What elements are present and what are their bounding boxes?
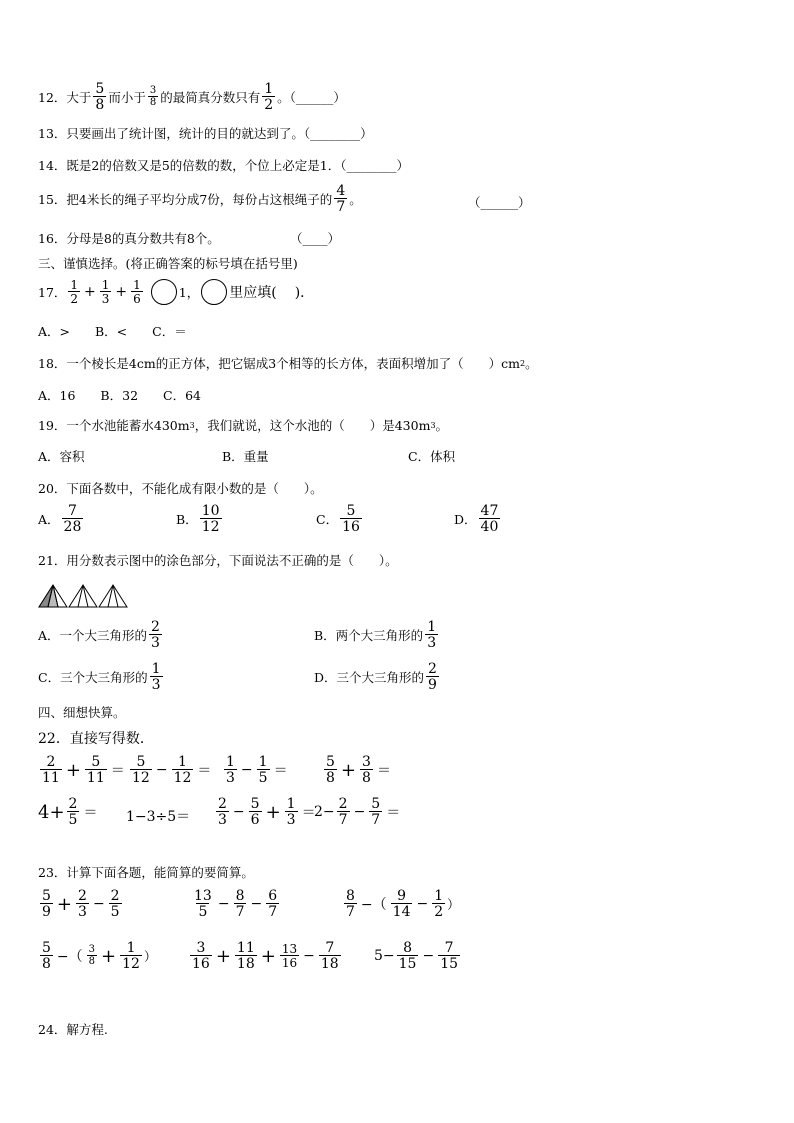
fraction: 2 3	[151, 619, 160, 651]
option-c[interactable]: C．体积	[408, 449, 456, 464]
triangle-1	[39, 585, 67, 607]
question-18: 18．一个棱长是4cm的正方体，把它锯成3个相等的长方体，表面积增加了（ ）cm 2 。	[38, 356, 538, 371]
calc-item: 2 11 + $\frac{5}{11}$ ＝	[42, 754, 125, 786]
calc-item: 5 12 − $\frac{1}{12}$ ＝	[132, 754, 212, 786]
calc-item: 2− $\frac{2}{7}$ − $\frac{5}{7}$ ＝	[314, 796, 401, 828]
section-heading: 三、谨慎选择。(将正确答案的标号填在括号里)	[38, 256, 298, 271]
calc-item: 8 7 −（ 9 14 − $\frac{1}{2}$ ）	[346, 888, 460, 920]
question-14: 14．既是2的倍数又是5的倍数的数，个位上必定是1．（________）	[38, 158, 410, 173]
question-23-title: 23．计算下面各题，能简算的要简算。	[38, 865, 254, 880]
calc-item: 3 16 + $\frac{11}{18}$ + $\frac{13}{16}$ − $\frac{7}{18}$	[192, 940, 339, 972]
calc-item: 1 3 − $\frac{1}{5}$ ＝	[226, 754, 288, 786]
option-b[interactable]: B．两个大三角形的 1 3	[314, 619, 437, 651]
calc-item: 5 8 −（ 3 8 + $\frac{1}{12}$ ）	[42, 940, 157, 972]
option-a[interactable]: A．一个大三角形的 2 3	[38, 619, 160, 651]
fraction: 5 16	[342, 503, 360, 535]
question-15: 15．把4米长的绳子平均分成7份，每份占这根绳子的 4 7 。	[38, 183, 362, 215]
question-19: 19．一个水池能蓄水430m 3 ，我们就说，这个水池的（ ）是430m 3 。	[38, 418, 449, 433]
fraction: 4 7	[336, 183, 346, 215]
option-b[interactable]: B． 10 12	[176, 503, 220, 535]
option-b[interactable]: B．重量	[222, 449, 269, 464]
calc-item: 5 8 + $\frac{3}{8}$ ＝	[326, 754, 391, 786]
fraction: 1 3	[151, 661, 161, 693]
fraction: 1 2	[264, 81, 274, 113]
fraction: 47 40	[480, 503, 499, 535]
fraction: 1 2	[70, 278, 79, 306]
option-a[interactable]: A． 7 28	[38, 503, 82, 535]
option-c[interactable]: C．三个大三角形的 1 3	[38, 661, 161, 693]
section-heading: 四、细想快算。	[38, 705, 126, 720]
question-number: 12．	[38, 90, 67, 105]
calc-item: 1−3÷5＝	[126, 809, 191, 825]
triangle-2	[69, 585, 97, 607]
question-12: 12． 大于 5 8 而小于 3 8 的最简真分数只有 1 2 。（______）	[38, 81, 346, 113]
fraction: $\frac{1}{3}$	[101, 278, 110, 306]
question-17: 17． 1 2 + $\frac{1}{3}$ + $\frac{1}{6}$ 1， 里应填( )．	[38, 278, 315, 306]
question-22-title: 22．直接写得数．	[38, 731, 154, 747]
fraction: 10 12	[201, 503, 220, 535]
fraction: 5 8	[95, 81, 105, 113]
question-16: 16．分母是8的真分数共有8个。	[38, 231, 220, 246]
question-24: 24．解方程.	[38, 1022, 108, 1037]
answer-circle-reference	[201, 279, 227, 305]
question-13: 13．只要画出了统计图，统计的目的就达到了。（________）	[38, 126, 373, 141]
triangles-figure	[38, 583, 130, 609]
calc-item: 5− $\frac{8}{15}$ − $\frac{7}{15}$	[374, 940, 459, 972]
option-d[interactable]: D． 47 40	[454, 503, 499, 535]
options: A．> B．< C．＝	[38, 324, 187, 339]
calc-item: 13 5 − $\frac{8}{7}$ − $\frac{6}{7}$	[194, 888, 278, 920]
answer-blank[interactable]: （____）	[290, 231, 341, 246]
calc-item: 4+ $\frac{2}{5}$ ＝	[38, 796, 98, 828]
option-d[interactable]: D．三个大三角形的 2 9	[314, 661, 437, 693]
answer-blank[interactable]: 。（______）	[277, 90, 346, 105]
fraction: 3 8	[149, 85, 157, 108]
question-20: 20．下面各数中，不能化成有限小数的是（ ）。	[38, 481, 323, 496]
calc-item: 5 9 + $\frac{2}{3}$ − $\frac{2}{5}$	[42, 888, 120, 920]
options: A．16 B．32 C．64	[38, 388, 201, 403]
fraction: 7 28	[63, 503, 82, 535]
fraction: 2 9	[428, 661, 437, 693]
answer-circle[interactable]	[151, 279, 177, 305]
answer-blank[interactable]: （______）	[468, 195, 531, 210]
triangle-3	[99, 585, 127, 607]
calc-item: 2 3 − $\frac{5}{6}$ + $\frac{1}{3}$ ＝	[218, 796, 316, 828]
fraction: $\frac{1}{6}$	[133, 278, 141, 306]
fraction: 1 3	[427, 619, 437, 651]
option-c[interactable]: C． 5 16	[316, 503, 360, 535]
question-21: 21．用分数表示图中的涂色部分，下面说法不正确的是（ ）。	[38, 553, 398, 568]
option-a[interactable]: A．容积	[38, 449, 85, 464]
